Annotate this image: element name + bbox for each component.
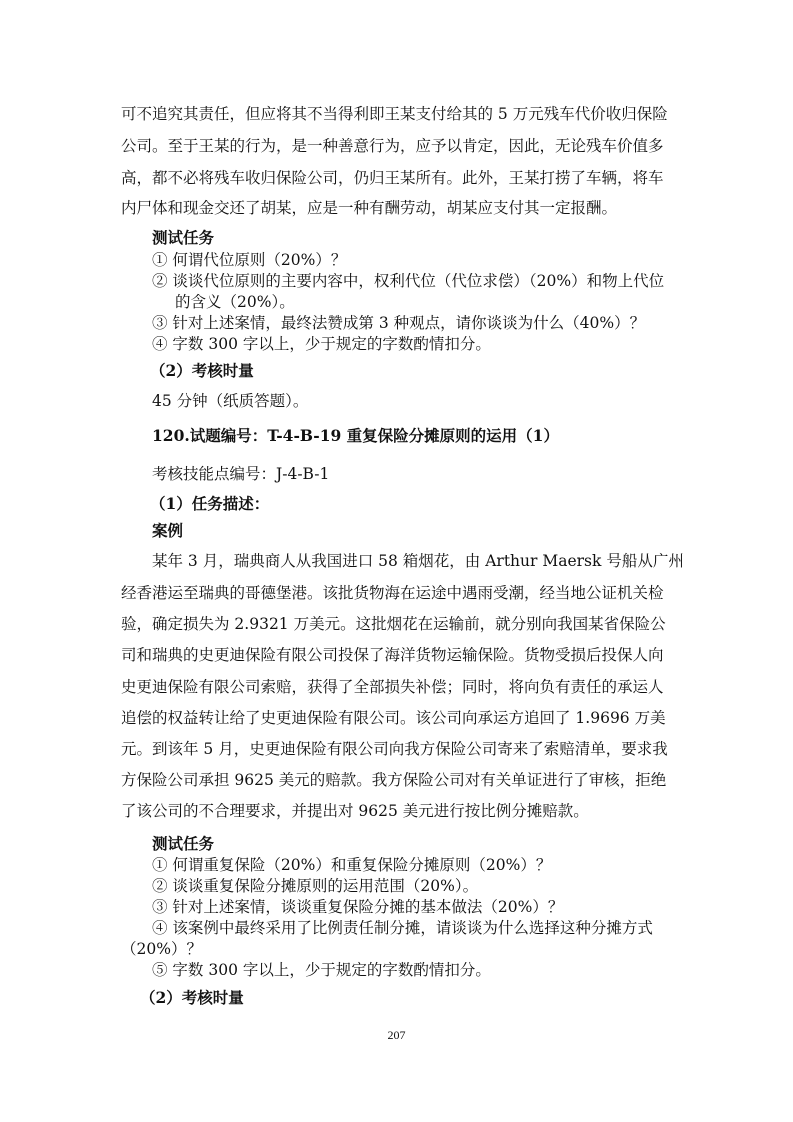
time2-heading: （2）考核时量: [140, 988, 244, 1007]
para1-line-1: 可不追究其责任，但应将其不当得利即王某支付给其的 5 万元残车代价收归保险: [121, 105, 668, 123]
tasks2-item-2: ② 谈谈重复保险分摊原则的运用范围（20%）。: [152, 877, 479, 895]
case-line-2: 经香港运至瑞典的哥德堡港。该批货物海在运途中遇雨受潮，经当地公证机关检: [121, 584, 664, 602]
case-heading: 案例: [152, 521, 184, 540]
case-line-7: 元。到该年 5 月，史更迪保险有限公司向我方保险公司寄来了索赔清单，要求我: [121, 740, 668, 758]
para1-line-2: 公司。至于王某的行为，是一种善意行为，应予以肯定，因此，无论残车价值多: [121, 137, 664, 155]
page-number: 207: [387, 1028, 406, 1042]
case-line-8: 方保险公司承担 9625 美元的赔款。我方保险公司对有关单证进行了审核，拒绝: [121, 771, 667, 789]
tasks1-item-4: ④ 字数 300 字以上，少于规定的字数酌情扣分。: [152, 335, 491, 353]
case-line-5: 史更迪保险有限公司索赔，获得了全部损失补偿；同时，将向负有责任的承运人: [121, 678, 664, 696]
case-line-6: 追偿的权益转让给了史更迪保险有限公司。该公司向承运方追回了 1.9696 万美: [121, 709, 666, 727]
case-line-3: 验，确定损失为 2.9321 万美元。这批烟花在运输前，就分别向我国某省保险公: [121, 615, 666, 633]
tasks2-item-5: ⑤ 字数 300 字以上，少于规定的字数酌情扣分。: [152, 961, 491, 979]
tasks2-item-1: ① 何谓重复保险（20%）和重复保险分摊原则（20%）？: [152, 856, 552, 874]
tasks1-item-2-cont: 的含义（20%）。: [175, 293, 295, 311]
tasks1-item-3: ③ 针对上述案情，最终法赞成第 3 种观点，请你谈谈为什么（40%）？: [152, 314, 646, 332]
tasks2-item-3: ③ 针对上述案情，谈谈重复保险分摊的基本做法（20%）？: [152, 898, 564, 916]
task-description-heading: （1）任务描述：: [150, 494, 270, 513]
case-line-4: 司和瑞典的史更迪保险有限公司投保了海洋货物运输保险。货物受损后投保人向: [121, 646, 664, 664]
time1-text: 45 分钟（纸质答题）。: [152, 392, 309, 410]
case-line-1: 某年 3 月，瑞典商人从我国进口 58 箱烟花，由 Arthur Maersk 号船从广州: [152, 552, 684, 570]
time1-heading: （2）考核时量: [150, 361, 254, 380]
tasks1-heading: 测试任务: [152, 228, 215, 247]
tasks2-item-4: ④ 该案例中最终采用了比例责任制分摊，请谈谈为什么选择这种分摊方式: [152, 919, 653, 937]
para1-line-3: 高，都不必将残车收归保险公司，仍归王某所有。此外，王某打捞了车辆，将车: [121, 169, 664, 187]
tasks1-item-2: ② 谈谈代位原则的主要内容中，权利代位（代位求偿）（20%）和物上代位: [152, 272, 665, 290]
question-title: 120.试题编号：T-4-B-19 重复保险分摊原则的运用（1）: [152, 426, 559, 445]
para1-line-4: 内尸体和现金交还了胡某，应是一种有酬劳动，胡某应支付其一定报酬。: [121, 199, 618, 217]
tasks2-item-4-cont: （20%）？: [121, 940, 202, 958]
skill-code: 考核技能点编号：J-4-B-1: [152, 465, 330, 483]
tasks2-heading: 测试任务: [152, 834, 215, 853]
tasks1-item-1: ① 何谓代位原则（20%）？: [152, 251, 347, 269]
case-line-9: 了该公司的不合理要求，并提出对 9625 美元进行按比例分摊赔款。: [121, 802, 589, 820]
